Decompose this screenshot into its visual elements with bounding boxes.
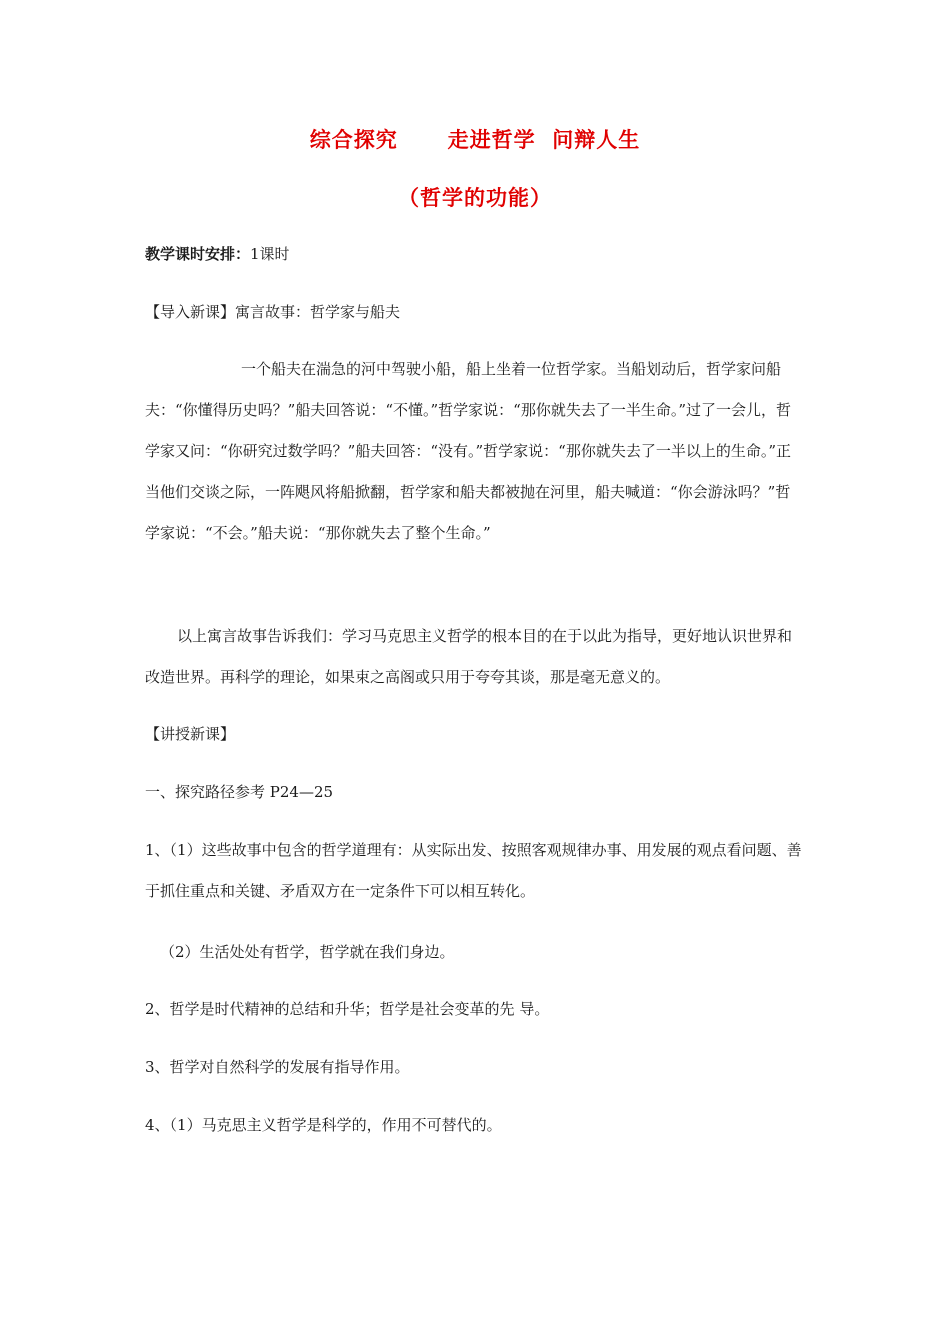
schedule-line: [145, 244, 805, 264]
list-item: 4、（1）马克思主义哲学是科学的，作用不可替代的。: [145, 1116, 502, 1134]
page-title: 综合探究 走进哲学 问辩人生: [309, 127, 641, 152]
list-item: 2、哲学是时代精神的总结和升华；哲学是社会变革的先 导。: [145, 1000, 550, 1018]
story-paragraph: 一个船夫在湍急的河中驾驶小船，船上坐着一位哲学家。当船划动后，哲学家问船夫：“你懂得历史吗？”船夫回答说：“不懂。”哲学家说：“那你就失去了一半生命。”过了一会儿，哲学家又问：“你研究过数学吗？”船夫回答：“没有。”哲学家说：“那你就失去了一半以上的生命。”正当他们交谈之际，一阵飓风将船掀翻，哲学家和船夫都被抛在河里，船夫喊道：“你会游泳吗？”哲学家说：“不会。”船夫说：“那你就失去了整个生命。”: [145, 360, 792, 542]
schedule-value: 1课时: [250, 245, 290, 263]
list-item: 1、（1）这些故事中包含的哲学道理有：从实际出发、按照客观规律办事、用发展的观点看问题、善于抓住重点和关键、矛盾双方在一定条件下可以相互转化。: [145, 841, 802, 900]
section-one-heading: 一、探究路径参考 P24—25: [145, 783, 334, 801]
lecture-heading: 【讲授新课】: [145, 725, 236, 743]
schedule-label: 教学课时安排：: [145, 245, 251, 263]
intro-heading: 【导入新课】寓言故事：哲学家与船夫: [145, 303, 401, 321]
moral-paragraph: 以上寓言故事告诉我们：学习马克思主义哲学的根本目的在于以此为指导，更好地认识世界和改造世界。再科学的理论，如果束之高阁或只用于夸夸其谈，那是毫无意义的。: [145, 627, 793, 686]
page-subtitle: （哲学的功能）: [398, 185, 552, 210]
list-item: 3、哲学对自然科学的发展有指导作用。: [145, 1058, 410, 1076]
list-item: （2）生活处处有哲学，哲学就在我们身边。: [160, 943, 455, 961]
